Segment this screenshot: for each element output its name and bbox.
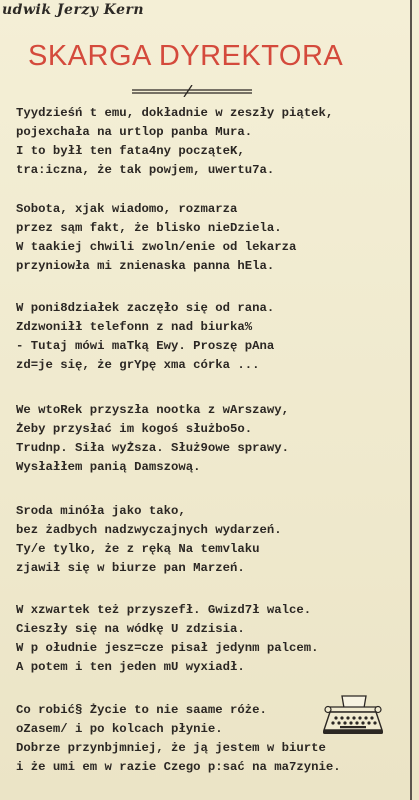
poem-line: W p ołudnie jesz=cze pisał jedynm palcem. [16, 641, 319, 655]
stanza-6 [16, 601, 319, 677]
poem-line: przyniowła mi znienaska panna hEla. [16, 259, 275, 273]
poem-line: zd=je się, że grYpę xma córka ... [16, 358, 260, 372]
stanza-5 [16, 502, 282, 578]
poem-line: Sroda minóła jako tako, [16, 504, 186, 518]
poem-line: oZasem/ i po kolcach płynie. [16, 722, 223, 736]
poem-line: Żeby przysłać im kogoś służbo5o. [16, 422, 253, 436]
poem-line: A potem i ten jeden mU wyxiadł. [16, 660, 245, 674]
typewriter-icon [322, 694, 384, 736]
poem-title: SKARGA DYREKTORA [28, 40, 344, 72]
poem-line: W taakiej chwili zwoln/enie od lekarza [16, 240, 297, 254]
poem-line: Wysłałłem panią Damszową. [16, 460, 201, 474]
poem-line: I to byłł ten fata4ny począteK, [16, 144, 245, 158]
stanza-2 [16, 200, 296, 276]
title-underline-ornament [132, 85, 252, 97]
poem-line: Trudnp. Siła wyŻsza. Służ9owe sprawy. [16, 441, 290, 455]
poem-line: przez sąm fakt, że blisko nieDziela. [16, 221, 282, 235]
poem-line: We wtoRek przyszła nootka z wArszawy, [16, 403, 290, 417]
poem-line: W xzwartek też przyszefł. Gwizd7ł walce. [16, 603, 312, 617]
poem-line: bez żadbych nadzwyczajnych wydarzeń. [16, 523, 282, 537]
poem-line: W poni8działek zaczęło się od rana. [16, 301, 275, 315]
author-name: udwik Jerzy Kern [2, 2, 145, 18]
stanza-4 [16, 401, 289, 477]
poem-line: Co robić§ Życie to nie saame róże. [16, 703, 267, 717]
poem-line: Tyydzieśń t emu, dokładnie w zeszły piątek, [16, 106, 334, 120]
poem-line: pojexchała na urtlop panba Mura. [16, 125, 253, 139]
poem-line: Cieszły się na wódkę U zdzisia. [16, 622, 245, 636]
poem-line: - Tutaj mówi maTką Ewy. Proszę pAna [16, 339, 275, 353]
poem-line: i że umi em w razie Czego p:sać na ma7zynie. [16, 760, 341, 774]
poem-line: Ty/e tylko, że z ręką Na temvlaku [16, 542, 260, 556]
column-divider [410, 0, 412, 800]
poem-line: zjawił się w biurze pan Marzeń. [16, 561, 245, 575]
stanza-1 [16, 104, 333, 180]
poem-line: Zdzwoniłł telefonn z nad biurka% [16, 320, 253, 334]
poem-line: tra:iczna, że tak powjem, uwertu7a. [16, 163, 275, 177]
poem-line: Dobrze przynbjmniej, że ją jestem w biurte [16, 741, 326, 755]
poem-line: Sobota, xjak wiadomo, rozmarza [16, 202, 238, 216]
stanza-7 [16, 701, 341, 777]
stanza-3 [16, 299, 274, 375]
